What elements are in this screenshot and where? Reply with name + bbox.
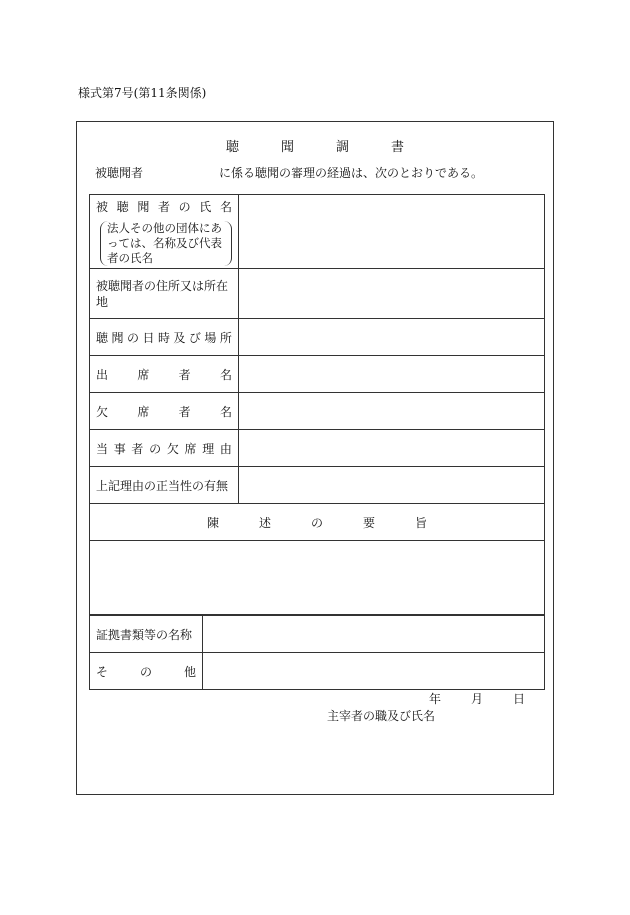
label-char: 席 (184, 441, 197, 456)
label-char: 聴 (116, 199, 129, 214)
title-char: 書 (391, 140, 405, 155)
value-absentees[interactable] (239, 393, 545, 430)
row-absence-reason (90, 430, 545, 467)
label-char: 名 (219, 367, 232, 382)
label-char: 席 (137, 404, 150, 419)
value-absence-reason[interactable] (239, 430, 545, 467)
label-char: 者 (157, 199, 170, 214)
row-name (90, 195, 545, 269)
label-evidence: 証拠書類等の名称 (90, 616, 203, 653)
label-char: 聞 (111, 330, 124, 345)
label-datetime (90, 319, 239, 356)
document-title (77, 136, 553, 155)
row-statement-body (90, 541, 545, 615)
title-char: 聞 (280, 140, 294, 155)
label-legitimacy: 上記理由の正当性の有無 (90, 467, 239, 504)
row-evidence (90, 616, 545, 653)
row-other (90, 653, 545, 690)
label-char: 日 (142, 330, 155, 345)
label-char: 欠 (166, 441, 179, 456)
form-number: 様式第7号(第11条関係) (78, 86, 207, 100)
value-legitimacy[interactable] (239, 467, 545, 504)
label-char: の (178, 199, 191, 214)
label-char: 者 (178, 404, 191, 419)
label-char: の (139, 664, 152, 679)
label-char: の (310, 515, 323, 530)
label-char: 事 (113, 441, 126, 456)
label-char: 及 (173, 330, 186, 345)
label-char: 名 (219, 199, 232, 214)
hearing-record-table (89, 194, 545, 615)
intro-prefix: 被聴聞者 (95, 166, 144, 180)
document-frame (76, 121, 554, 795)
label-char: 名 (219, 404, 232, 419)
label-char: 者 (131, 441, 144, 456)
label-statement (90, 504, 545, 541)
label-char: 由 (219, 441, 232, 456)
label-char: 被 (96, 199, 109, 214)
label-char: 場 (204, 330, 217, 345)
label-char: そ (96, 664, 109, 679)
label-absence-reason (90, 430, 239, 467)
presider-signature-label: 主宰者の職及び氏名 (327, 709, 436, 723)
label-char: 要 (363, 515, 376, 530)
label-attendees (90, 356, 239, 393)
date-line (429, 690, 525, 707)
label-char: 時 (157, 330, 170, 345)
label-char: 出 (96, 367, 109, 382)
value-address[interactable] (239, 269, 545, 319)
label-char: 席 (137, 367, 150, 382)
value-other[interactable] (203, 653, 545, 690)
evidence-table (89, 615, 545, 690)
value-name[interactable] (239, 195, 545, 269)
label-address: 被聴聞者の住所又は所在地 (90, 269, 239, 319)
row-address (90, 269, 545, 319)
intro-text: に係る聴聞の審理の経過は、次のとおりである。 (219, 166, 484, 180)
label-char: 聞 (137, 199, 150, 214)
date-month: 月 (470, 692, 483, 706)
row-absentees (90, 393, 545, 430)
date-day: 日 (512, 692, 525, 706)
title-char: 調 (336, 140, 350, 155)
label-absentees (90, 393, 239, 430)
intro-line (95, 164, 483, 181)
label-char: 陳 (206, 515, 219, 530)
label-char: 旨 (415, 515, 428, 530)
label-char: 者 (178, 367, 191, 382)
label-char: の (126, 330, 139, 345)
row-datetime (90, 319, 545, 356)
date-year: 年 (428, 692, 441, 706)
label-char: 述 (258, 515, 271, 530)
label-char: 理 (202, 441, 215, 456)
value-datetime[interactable] (239, 319, 545, 356)
title-char: 聴 (225, 140, 239, 155)
value-attendees[interactable] (239, 356, 545, 393)
label-char: 当 (96, 441, 109, 456)
label-char: 所 (219, 330, 232, 345)
label-char: 氏 (199, 199, 212, 214)
name-note: 法人その他の団体にあっては、名称及び代表者の氏名 (100, 221, 232, 266)
row-statement-header (90, 504, 545, 541)
label-other (90, 653, 203, 690)
label-name (90, 195, 239, 269)
row-attendees (90, 356, 545, 393)
value-evidence[interactable] (203, 616, 545, 653)
label-char: 他 (183, 664, 196, 679)
label-char: 欠 (96, 404, 109, 419)
row-legitimacy (90, 467, 545, 504)
label-char: び (188, 330, 201, 345)
label-char: の (149, 441, 162, 456)
value-statement[interactable] (90, 541, 545, 615)
label-char: 聴 (96, 330, 109, 345)
